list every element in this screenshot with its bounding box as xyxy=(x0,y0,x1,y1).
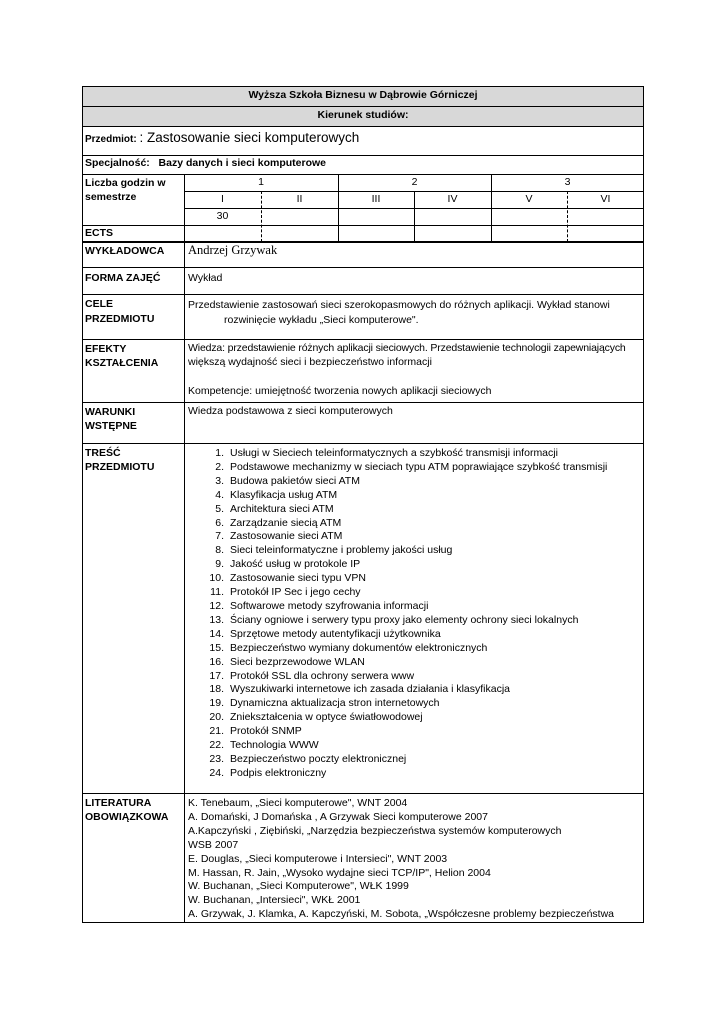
topic-item xyxy=(184,489,607,503)
topic-number: 17. xyxy=(209,669,224,682)
topic-item xyxy=(184,711,607,725)
topic-number: 4. xyxy=(215,488,224,501)
topic-text: Zastosowanie sieci typu VPN xyxy=(230,572,366,585)
topic-item xyxy=(184,558,607,572)
frame-right xyxy=(643,86,644,923)
outcomes-label-2: KSZTAŁCENIA xyxy=(85,357,159,369)
specialty-row xyxy=(85,157,326,171)
topic-text: Sieci teleinformatyczne i problemy jakości usług xyxy=(230,544,453,557)
goals-line-1: Przedstawienie zastosowań sieci szerokopasmowych do różnych aplikacji. Wykład stanowi xyxy=(188,299,610,311)
semester-6: VI xyxy=(600,193,611,205)
topic-text: Podpis elektroniczny xyxy=(230,766,327,779)
topic-item xyxy=(184,670,607,684)
semester-1: I xyxy=(221,193,224,205)
lecturer-label: WYKŁADOWCA xyxy=(85,245,165,257)
prereq-label-2: WSTĘPNE xyxy=(85,420,137,432)
school-name: Wyższa Szkoła Biznesu w Dąbrowie Górniczej xyxy=(248,89,478,101)
topic-number: 7. xyxy=(215,530,224,543)
rule xyxy=(82,339,644,340)
literature-list xyxy=(188,797,614,922)
topic-number: 9. xyxy=(215,558,224,571)
rule xyxy=(82,294,644,295)
goals-label-1: CELE xyxy=(85,298,114,310)
topic-item xyxy=(184,503,607,517)
topic-item xyxy=(184,628,607,642)
hours-sem-1: 30 xyxy=(216,210,229,222)
topic-text: Protokół IP Sec i jego cechy xyxy=(230,586,361,599)
topic-text: Softwarowe metody szyfrowania informacji xyxy=(230,599,429,612)
topic-item xyxy=(184,725,607,739)
form-value: Wykład xyxy=(188,272,223,284)
topic-number: 11. xyxy=(210,586,224,599)
literature-item: A. Domański, J Domańska , A Grzywak Sieci komputerowe 2007 xyxy=(188,810,488,823)
topic-text: Klasyfikacja usług ATM xyxy=(230,488,338,501)
literature-item: WSB 2007 xyxy=(188,838,239,851)
literature-item: E. Douglas, „Sieci komputerowe i Intersieci", WNT 2003 xyxy=(188,852,448,865)
rule xyxy=(82,126,644,127)
prereq-value: Wiedza podstawowa z sieci komputerowych xyxy=(188,405,393,417)
topic-text: Usługi w Sieciech teleinformatycznych a szybkość transmisji informacji xyxy=(230,447,558,459)
rule xyxy=(82,443,644,444)
topic-item xyxy=(184,517,607,531)
content-label-2: PRZEDMIOTU xyxy=(85,461,155,473)
topic-item xyxy=(184,544,607,558)
topic-text: Zarządzanie siecią ATM xyxy=(230,516,342,529)
topic-number: 20. xyxy=(209,711,224,724)
rule xyxy=(82,86,644,87)
lecturer-value: Andrzej Grzywak xyxy=(188,243,278,257)
rule xyxy=(82,225,644,226)
topic-item xyxy=(184,739,607,753)
topic-number: 23. xyxy=(209,752,224,765)
topic-text: Technologia WWW xyxy=(230,739,319,752)
topic-number: 2. xyxy=(215,460,224,473)
topic-item xyxy=(184,447,607,461)
goals-label-2: PRZEDMIOTU xyxy=(85,313,155,325)
rule xyxy=(82,402,644,403)
topic-text: Wyszukiwarki internetowe ich zasada działania i klasyfikacja xyxy=(230,683,511,696)
content-label-1: TREŚĆ xyxy=(85,447,121,459)
literature-item: K. Tenebaum, „Sieci komputerowe", WNT 2004 xyxy=(188,797,408,809)
literature-label-2: OBOWIĄZKOWA xyxy=(85,811,169,823)
topic-text: Protokół SNMP xyxy=(230,725,302,738)
year-2: 2 xyxy=(411,176,418,188)
specialty-label: Specjalność: xyxy=(85,157,150,169)
topic-item xyxy=(184,753,607,767)
topic-number: 19. xyxy=(209,697,224,710)
frame-left xyxy=(82,86,83,923)
rule xyxy=(82,155,644,156)
topic-item xyxy=(184,475,607,489)
outcomes-line-3: Kompetencje: umiejętność tworzenia nowych aplikacji sieciowych xyxy=(188,385,492,397)
semester-4: IV xyxy=(447,193,458,205)
topics-list xyxy=(184,447,607,781)
topic-number: 5. xyxy=(215,502,224,515)
rule xyxy=(82,267,644,268)
year-3: 3 xyxy=(564,176,571,188)
topic-number: 18. xyxy=(209,683,224,696)
topic-text: Protokół SSL dla ochrony serwera www xyxy=(230,669,415,682)
literature-item: A. Grzywak, J. Klamka, A. Kapczyński, M. Sobota, „Współczesne problemy bezpieczeństwa xyxy=(188,908,614,921)
topic-number: 8. xyxy=(215,544,224,557)
topic-text: Ściany ogniowe i serwery typu proxy jako elementy ochrony sieci lokalnych xyxy=(230,613,579,626)
kierunek-label: Kierunek studiów: xyxy=(317,109,409,121)
topic-item xyxy=(184,600,607,614)
topic-number: 3. xyxy=(215,474,224,487)
topic-text: Zastosowanie sieci ATM xyxy=(230,530,343,543)
literature-item: W. Buchanan, „Sieci Komputerowe", WŁK 1999 xyxy=(188,880,409,893)
outcomes-line-1: Wiedza: przedstawienie różnych aplikacji sieciowych. Przedstawienie technologii zapewniających xyxy=(188,342,626,354)
topic-item xyxy=(184,642,607,656)
topic-item xyxy=(184,572,607,586)
rule xyxy=(82,106,644,107)
specialty-value: Bazy danych i sieci komputerowe xyxy=(158,157,327,169)
topic-number: 6. xyxy=(215,516,224,529)
semester-3: III xyxy=(371,193,381,205)
semester-2: II xyxy=(296,193,303,205)
prereq-label-1: WARUNKI xyxy=(85,406,136,418)
topic-text: Sprzętowe metody autentyfikacji użytkownika xyxy=(230,627,441,640)
goals-line-2: rozwinięcie wykładu „Sieci komputerowe". xyxy=(224,314,419,326)
topic-item xyxy=(184,656,607,670)
topic-number: 21. xyxy=(209,725,224,738)
literature-label-1: LITERATURA xyxy=(85,797,152,809)
topic-number: 22. xyxy=(209,739,224,752)
topic-number: 24. xyxy=(209,766,224,779)
subject-label: Przedmiot: xyxy=(85,134,140,145)
topic-text: Budowa pakietów sieci ATM xyxy=(230,474,360,487)
topic-item xyxy=(184,683,607,697)
topic-number: 1. xyxy=(215,447,224,459)
topic-number: 10. xyxy=(209,572,224,585)
hours-label-1: Liczba godzin w xyxy=(85,177,166,189)
rule-thick xyxy=(82,241,644,243)
topic-item xyxy=(184,586,607,600)
literature-item: W. Buchanan, „Intersieci", WKŁ 2001 xyxy=(188,894,361,907)
topic-number: 14. xyxy=(209,627,224,640)
topic-number: 16. xyxy=(209,655,224,668)
topic-text: Architektura sieci ATM xyxy=(230,502,334,515)
topic-item xyxy=(184,614,607,628)
outcomes-label-1: EFEKTY xyxy=(85,343,127,355)
topic-number: 13. xyxy=(209,613,224,626)
topic-item xyxy=(184,767,607,781)
subject-value: : Zastosowanie sieci komputerowych xyxy=(139,130,360,145)
rule xyxy=(82,793,644,794)
topic-number: 12. xyxy=(209,599,224,612)
semester-5: V xyxy=(525,193,533,205)
literature-item: A.Kapczyński , Ziębiński, „Narzędzia bezpieczeństwa systemów komputerowych xyxy=(188,824,562,837)
topic-text: Bezpieczeństwo wymiany dokumentów elektronicznych xyxy=(230,641,488,654)
topic-number: 15. xyxy=(209,641,224,654)
topic-item xyxy=(184,530,607,544)
topic-text: Dynamiczna aktualizacja stron internetowych xyxy=(230,697,440,710)
topic-text: Jakość usług w protokole IP xyxy=(230,558,361,571)
rule xyxy=(82,174,644,175)
topic-text: Bezpieczeństwo poczty elektronicznej xyxy=(230,752,407,765)
form-label: FORMA ZAJĘĆ xyxy=(85,272,161,284)
hours-label-2: semestrze xyxy=(85,191,137,203)
topic-text: Sieci bezprzewodowe WLAN xyxy=(230,655,365,668)
year-1: 1 xyxy=(258,176,264,188)
topic-item xyxy=(184,461,607,475)
topic-text: Podstawowe mechanizmy w sieciach typu ATM poprawiające szybkość transmisji xyxy=(230,460,608,473)
topic-item xyxy=(184,697,607,711)
subject-row xyxy=(85,131,359,147)
literature-item: M. Hassan, R. Jain, „Wysoko wydajne sieci TCP/IP", Helion 2004 xyxy=(188,866,491,879)
outcomes-line-2: większą wydajność sieci i bezpieczeństwo informacji xyxy=(188,356,432,368)
ects-label: ECTS xyxy=(85,227,114,239)
topic-text: Zniekształcenia w optyce światłowodowej xyxy=(230,711,423,724)
